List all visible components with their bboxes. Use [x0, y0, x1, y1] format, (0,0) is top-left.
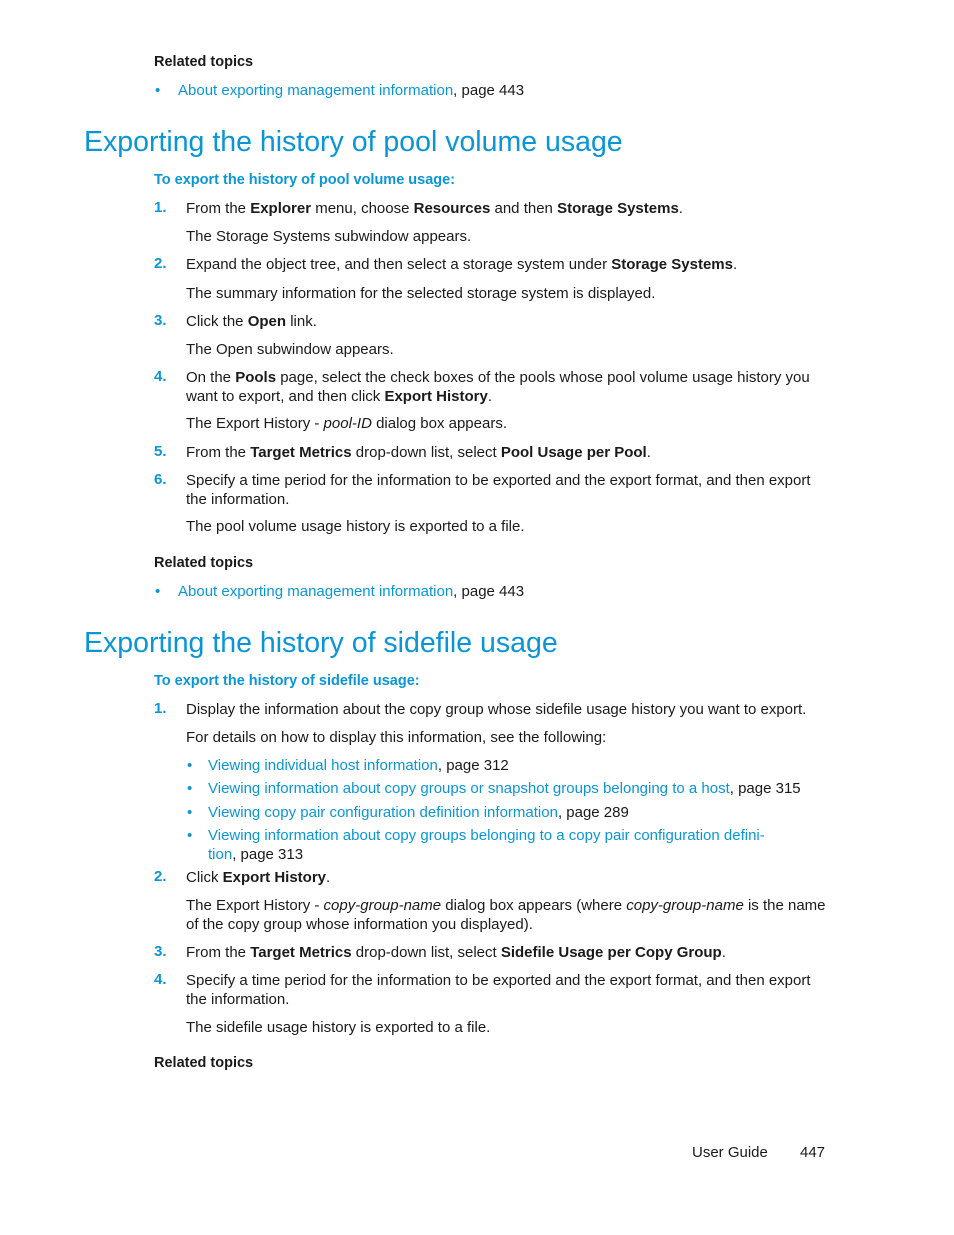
bullet-icon: •: [187, 827, 193, 844]
step-text: On the Pools page, select the check boxes of the pools whose pool volume usage history you want to export, and then click Export History.: [186, 369, 810, 405]
bullet-icon: •: [187, 780, 193, 797]
page-ref: , page 443: [453, 82, 525, 99]
step-note: The Storage Systems subwindow appears.: [186, 228, 472, 245]
step-text: Specify a time period for the information to be exported and the export format, and then export the information.: [186, 972, 811, 1008]
step-number: 3.: [154, 943, 167, 960]
page-ref: , page 315: [729, 780, 801, 797]
page-ref: , page 443: [453, 583, 525, 600]
bullet-icon: •: [155, 583, 161, 600]
step-note: The Export History - copy-group-name dialog box appears (where copy-group-name is the name of the copy group whose information you displayed).: [186, 897, 826, 933]
section-title: Exporting the history of sidefile usage: [84, 627, 558, 659]
step-number: 6.: [154, 471, 167, 488]
reference-link[interactable]: tion: [208, 846, 233, 863]
related-topics-heading: Related topics: [154, 54, 254, 70]
step-text: Click the Open link.: [186, 313, 317, 330]
step-note: The summary information for the selected storage system is displayed.: [186, 285, 656, 302]
step-text: Click Export History.: [186, 869, 331, 886]
page-number: 447: [800, 1144, 826, 1161]
related-link[interactable]: About exporting management information: [178, 583, 454, 600]
bullet-icon: •: [155, 82, 161, 99]
related-topics-heading: Related topics: [154, 555, 254, 571]
procedure-heading: To export the history of pool volume usage:: [154, 172, 456, 188]
step-text: Specify a time period for the information to be exported and the export format, and then export the information.: [186, 472, 811, 508]
step-note: The Export History - pool-ID dialog box appears.: [186, 415, 508, 432]
section-title: Exporting the history of pool volume usage: [84, 126, 623, 158]
procedure-heading: To export the history of sidefile usage:: [154, 673, 420, 689]
step-text: From the Explorer menu, choose Resources and then Storage Systems.: [186, 200, 683, 217]
step-text: From the Target Metrics drop-down list, select Pool Usage per Pool.: [186, 444, 651, 461]
page-ref: , page 313: [232, 846, 304, 863]
list-item: [155, 583, 524, 600]
step-number: 4.: [154, 368, 167, 385]
step-note: The Open subwindow appears.: [186, 341, 394, 358]
related-link[interactable]: About exporting management information: [178, 82, 454, 99]
reference-link[interactable]: Viewing information about copy groups belonging to a copy pair configuration defini-: [208, 827, 765, 844]
step-note: For details on how to display this information, see the following:: [186, 729, 607, 746]
step-number: 3.: [154, 312, 167, 329]
step-number: 1.: [154, 199, 167, 216]
step-number: 2.: [154, 255, 167, 272]
page-ref: , page 312: [437, 757, 509, 774]
step-note: The sidefile usage history is exported to a file.: [186, 1019, 491, 1036]
footer-label: User Guide: [692, 1144, 768, 1161]
bullet-icon: •: [187, 804, 193, 821]
step-text: Display the information about the copy group whose sidefile usage history you want to export.: [186, 701, 807, 718]
related-topics-heading: Related topics: [154, 1055, 254, 1071]
step-number: 4.: [154, 971, 167, 988]
step-number: 2.: [154, 868, 167, 885]
reference-link[interactable]: Viewing individual host information: [208, 757, 438, 774]
reference-link[interactable]: Viewing copy pair configuration definition information: [208, 804, 558, 821]
step-note: The pool volume usage history is exported to a file.: [186, 518, 525, 535]
step-number: 5.: [154, 443, 167, 460]
step-text: Expand the object tree, and then select a storage system under Storage Systems.: [186, 256, 738, 273]
list-item: [155, 82, 524, 99]
step-number: 1.: [154, 700, 167, 717]
page-ref: , page 289: [557, 804, 629, 821]
step-text: From the Target Metrics drop-down list, select Sidefile Usage per Copy Group.: [186, 944, 726, 961]
bullet-icon: •: [187, 757, 193, 774]
reference-link[interactable]: Viewing information about copy groups or snapshot groups belonging to a host: [208, 780, 730, 797]
